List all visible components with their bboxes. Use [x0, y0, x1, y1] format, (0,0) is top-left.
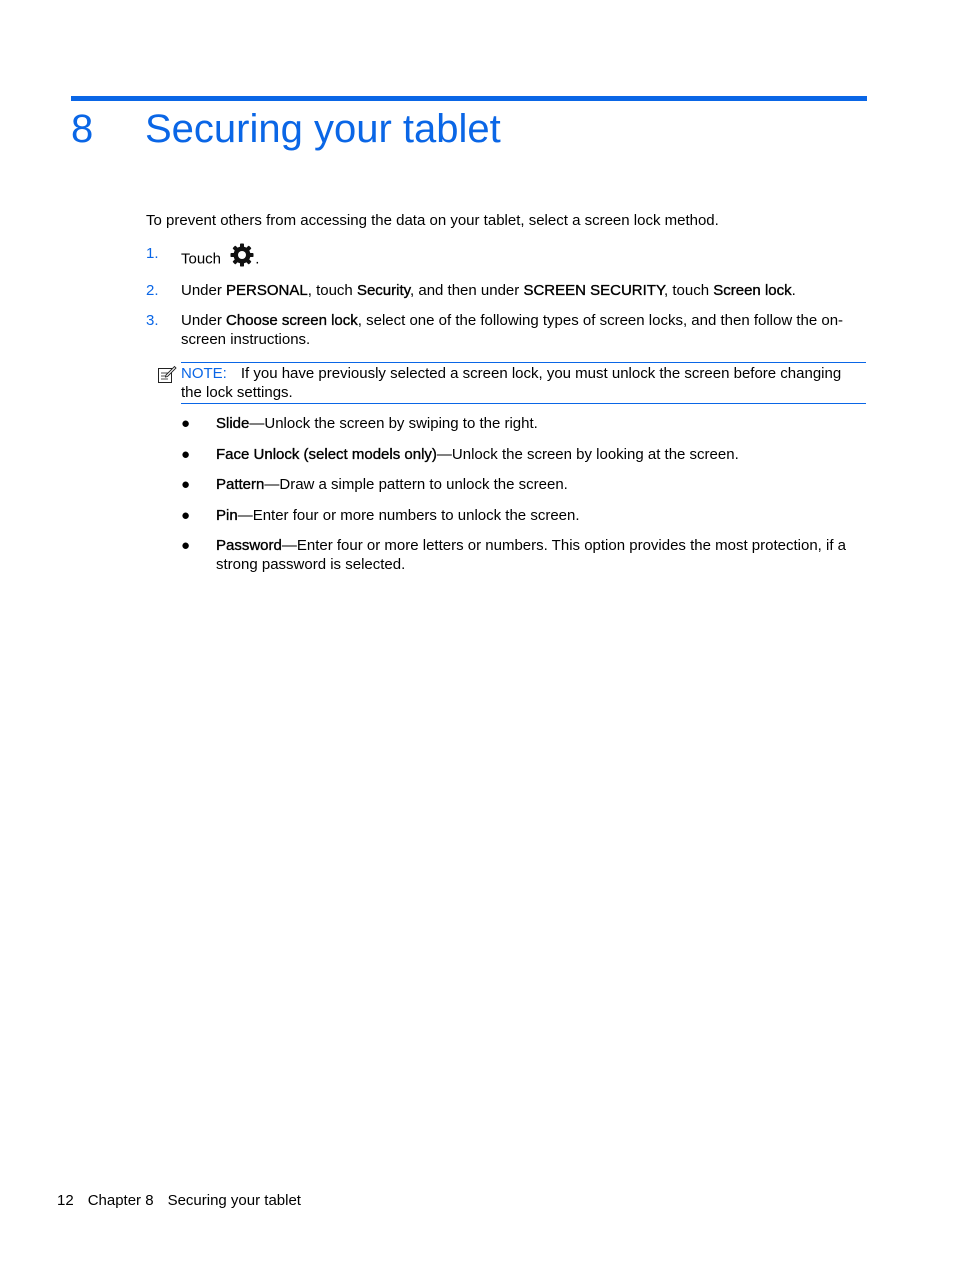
lock-type-term: Password	[216, 537, 282, 554]
note-text-block	[181, 364, 866, 402]
bullet-slide	[181, 414, 871, 433]
step-3	[146, 311, 866, 349]
step-text: , touch	[664, 282, 714, 299]
bullet-dot: ●	[181, 537, 191, 554]
lock-type-desc: —Unlock the screen by swiping to the right.	[249, 415, 538, 432]
step-text: Touch	[181, 250, 222, 268]
step-number: 2.	[146, 282, 159, 299]
step-1	[146, 244, 866, 273]
note-label: NOTE:	[181, 365, 227, 382]
bullet-dot: ●	[181, 446, 191, 463]
note-pencil-icon	[157, 364, 177, 384]
bullet-dot: ●	[181, 507, 191, 524]
bullet-dot: ●	[181, 476, 191, 493]
intro-paragraph: To prevent others from accessing the data on your tablet, select a screen lock method.	[146, 212, 719, 229]
menu-ref-security: Security	[356, 282, 411, 299]
footer-chapter: Chapter 8	[87, 1192, 154, 1209]
page-footer	[57, 1191, 301, 1211]
lock-type-desc: —Enter four or more letters or numbers. This option provides the most protection, if a strong password is selected.	[216, 537, 846, 573]
step-text: Under	[181, 282, 227, 299]
bullet-pin	[181, 506, 871, 525]
step-number: 1.	[146, 245, 159, 262]
lock-type-term: Pin	[216, 507, 238, 524]
menu-ref-screen-lock: Screen lock	[713, 282, 792, 299]
step-text: , and then under	[410, 282, 524, 299]
bullet-password	[181, 536, 871, 574]
step-text: Under	[181, 312, 227, 329]
menu-ref-choose-screen-lock: Choose screen lock	[226, 312, 358, 329]
step-text: .	[791, 282, 796, 299]
bullet-pattern	[181, 475, 871, 494]
step-text: , select one of the following types of screen locks, and then follow the on-screen instructions.	[181, 312, 844, 348]
lock-type-desc: —Draw a simple pattern to unlock the screen.	[264, 476, 568, 493]
bullet-face-unlock	[181, 445, 871, 464]
step-2	[146, 281, 866, 300]
step-text: , touch	[307, 282, 357, 299]
footer-title: Securing your tablet	[167, 1192, 301, 1209]
chapter-title: Securing your tablet	[145, 107, 501, 151]
menu-ref-personal: PERSONAL	[226, 282, 308, 299]
chapter-rule	[71, 96, 867, 101]
step-text-end: .	[255, 250, 260, 268]
note-body: If you have previously selected a screen lock, you must unlock the screen before changing the lock settings.	[181, 365, 842, 401]
bullet-dot: ●	[181, 415, 191, 432]
lock-type-term: Slide	[216, 415, 250, 432]
step-number: 3.	[146, 312, 159, 329]
lock-type-desc: —Enter four or more numbers to unlock the screen.	[237, 507, 580, 524]
chapter-number: 8	[71, 107, 94, 151]
lock-type-desc: —Unlock the screen by looking at the screen.	[436, 446, 739, 463]
lock-type-term: Pattern	[216, 476, 265, 493]
lock-type-term: Face Unlock (select models only)	[216, 446, 437, 463]
menu-ref-screen-security: SCREEN SECURITY	[523, 282, 665, 299]
page-number: 12	[57, 1192, 74, 1209]
gear-icon	[229, 242, 255, 273]
